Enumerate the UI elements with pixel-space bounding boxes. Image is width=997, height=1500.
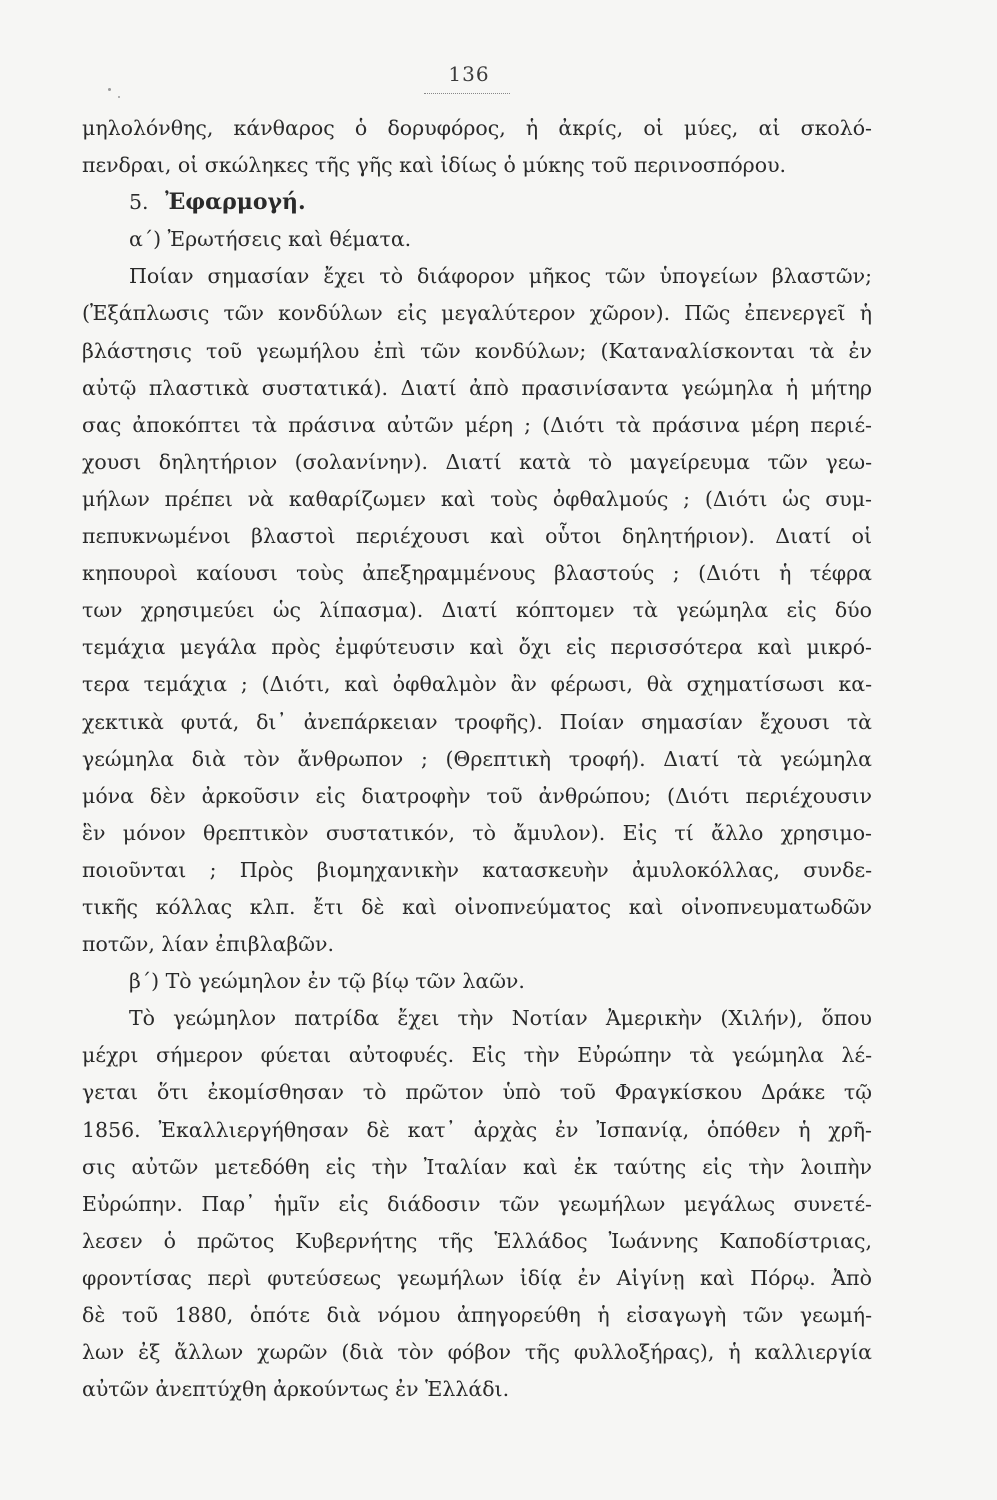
- text-line: μήλων πρέπει νὰ καθαρίζωμεν καὶ τοὺς ὀφθαλμούς ; (Διότι ὡς συμ-: [82, 486, 872, 511]
- text-line: λων ἐξ ἄλλων χωρῶν (διὰ τὸν φόβον τῆς φυλλοξήρας), ἡ καλλιεργία: [82, 1340, 872, 1365]
- text-line: των χρησιμεύει ὡς λίπασμα). Διατί κόπτομεν τὰ γεώμηλα εἰς δύο: [82, 598, 872, 623]
- text-line: αὐτῶν ἀνεπτύχθη ἀρκούντως ἐν Ἑλλάδι.: [82, 1377, 510, 1402]
- text-line: τικῆς κόλλας κλπ. ἔτι δὲ καὶ οἰνοπνεύματος καὶ οἰνοπνευματωδῶν: [82, 894, 872, 919]
- page-number: 136: [448, 62, 490, 86]
- section-title: Ἐφαρμογή.: [165, 189, 306, 216]
- text-line: Τὸ γεώμηλον πατρίδα ἔχει τὴν Νοτίαν Ἀμερικὴν (Χιλήν), ὅπου: [129, 1006, 872, 1031]
- text-line: μέχρι σήμερον φύεται αὐτοφυές. Εἰς τὴν Εὐρώπην τὰ γεώμηλα λέ-: [82, 1043, 872, 1068]
- text-line: κηπουροὶ καίουσι τοὺς ἀπεξηραμμένους βλαστούς ; (Διότι ἡ τέφρα: [82, 561, 872, 586]
- text-line: ποιοῦνται ; Πρὸς βιομηχανικὴν κατασκευὴν ἀμυλοκόλλας, συνδε-: [82, 857, 872, 882]
- text-line: Ποίαν σημασίαν ἔχει τὸ διάφορον μῆκος τῶν ὑπογείων βλαστῶν;: [129, 264, 872, 289]
- text-line: πενδραι, οἱ σκώληκες τῆς γῆς καὶ ἰδίως ὁ μύκης τοῦ περινοσπόρου.: [82, 153, 787, 178]
- page-number-rule: [424, 93, 510, 94]
- text-line: γεώμηλα διὰ τὸν ἄνθρωπον ; (Θρεπτικὴ τροφή). Διατί τὰ γεώμηλα: [82, 746, 872, 771]
- text-line: τερα τεμάχια ; (Διότι, καὶ ὀφθαλμὸν ἂν φέρωσι, θὰ σχηματίσωσι κα-: [82, 672, 872, 697]
- text-line: γεται ὅτι ἐκομίσθησαν τὸ πρῶτον ὑπὸ τοῦ Φραγκίσκου Δράκε τῷ: [82, 1080, 872, 1105]
- text-line: μηλολόνθης, κάνθαρος ὁ δορυφόρος, ἡ ἀκρίς, οἱ μύες, αἱ σκολό-: [82, 116, 872, 140]
- subsection-title-a: α΄) Ἐρωτήσεις καὶ θέματα.: [129, 227, 412, 252]
- text-line: Εὐρώπην. Παρ᾽ ἡμῖν εἰς διάδοσιν τῶν γεωμήλων μεγάλως συνετέ-: [82, 1191, 872, 1216]
- text-line: πεπυκνωμένοι βλαστοὶ περιέχουσι καὶ οὗτοι δηλητήριον). Διατί οἱ: [82, 524, 872, 549]
- text-line: ἓν μόνον θρεπτικὸν συστατικόν, τὸ ἄμυλον). Εἰς τί ἄλλο χρησιμο-: [82, 820, 872, 845]
- text-line: σας ἀποκόπτει τὰ πράσινα αὐτῶν μέρη ; (Διότι τὰ πράσινα μέρη περιέ-: [82, 412, 872, 437]
- section-heading: [82, 184, 872, 221]
- text-line: χεκτικὰ φυτά, δι᾽ ἀνεπάρκειαν τροφῆς). Ποίαν σημασίαν ἔχουσι τὰ: [82, 709, 872, 734]
- text-line: βλάστησις τοῦ γεωμήλου ἐπὶ τῶν κονδύλων; (Καταναλίσκονται τὰ ἐν: [82, 338, 872, 363]
- paragraph-continued: [82, 110, 872, 184]
- text-line: τεμάχια μεγάλα πρὸς ἐμφύτευσιν καὶ ὄχι εἰς περισσότερα καὶ μικρό-: [82, 635, 872, 660]
- text-line: δὲ τοῦ 1880, ὁπότε διὰ νόμου ἀπηγορεύθη ἡ εἰσαγωγὴ τῶν γεωμή-: [82, 1303, 872, 1327]
- paper-speck: [118, 96, 120, 98]
- text-line: 1856. Ἐκαλλιεργήθησαν δὲ κατ᾽ ἀρχὰς ἐν Ἰσπανίᾳ, ὁπόθεν ἡ χρῆ-: [82, 1117, 872, 1142]
- paper-speck: [108, 88, 111, 91]
- paragraph-questions: [82, 258, 872, 963]
- page-body: [82, 110, 872, 1408]
- text-line: λεσεν ὁ πρῶτος Κυβερνήτης τῆς Ἑλλάδος Ἰωάννης Καποδίστριας,: [82, 1228, 872, 1253]
- text-line: αὐτῷ πλαστικὰ συστατικά). Διατί ἀπὸ πρασινίσαντα γεώμηλα ἡ μήτηρ: [82, 375, 872, 400]
- text-line: χουσι δηλητήριον (σολανίνην). Διατί κατὰ τὸ μαγείρευμα τῶν γεω-: [82, 449, 872, 474]
- text-line: φροντίσας περὶ φυτεύσεως γεωμήλων ἰδίᾳ ἐν Αἰγίνῃ καὶ Πόρῳ. Ἀπὸ: [82, 1265, 872, 1290]
- text-line: μόνα δὲν ἀρκοῦσιν εἰς διατροφὴν τοῦ ἀνθρώπου; (Διότι περιέχουσιν: [82, 783, 872, 808]
- subsection-title-b: β΄) Τὸ γεώμηλον ἐν τῷ βίῳ τῶν λαῶν.: [129, 969, 525, 994]
- paragraph-history: [82, 1000, 872, 1408]
- text-line: ποτῶν, λίαν ἐπιβλαβῶν.: [82, 932, 334, 957]
- text-line: (Ἐξάπλωσις τῶν κονδύλων εἰς μεγαλύτερον χῶρον). Πῶς ἐπενεργεῖ ἡ: [82, 301, 872, 326]
- text-line: σις αὐτῶν μετεδόθη εἰς τὴν Ἰταλίαν καὶ ἐκ ταύτης εἰς τὴν λοιπὴν: [82, 1154, 872, 1179]
- section-number: 5.: [129, 190, 149, 215]
